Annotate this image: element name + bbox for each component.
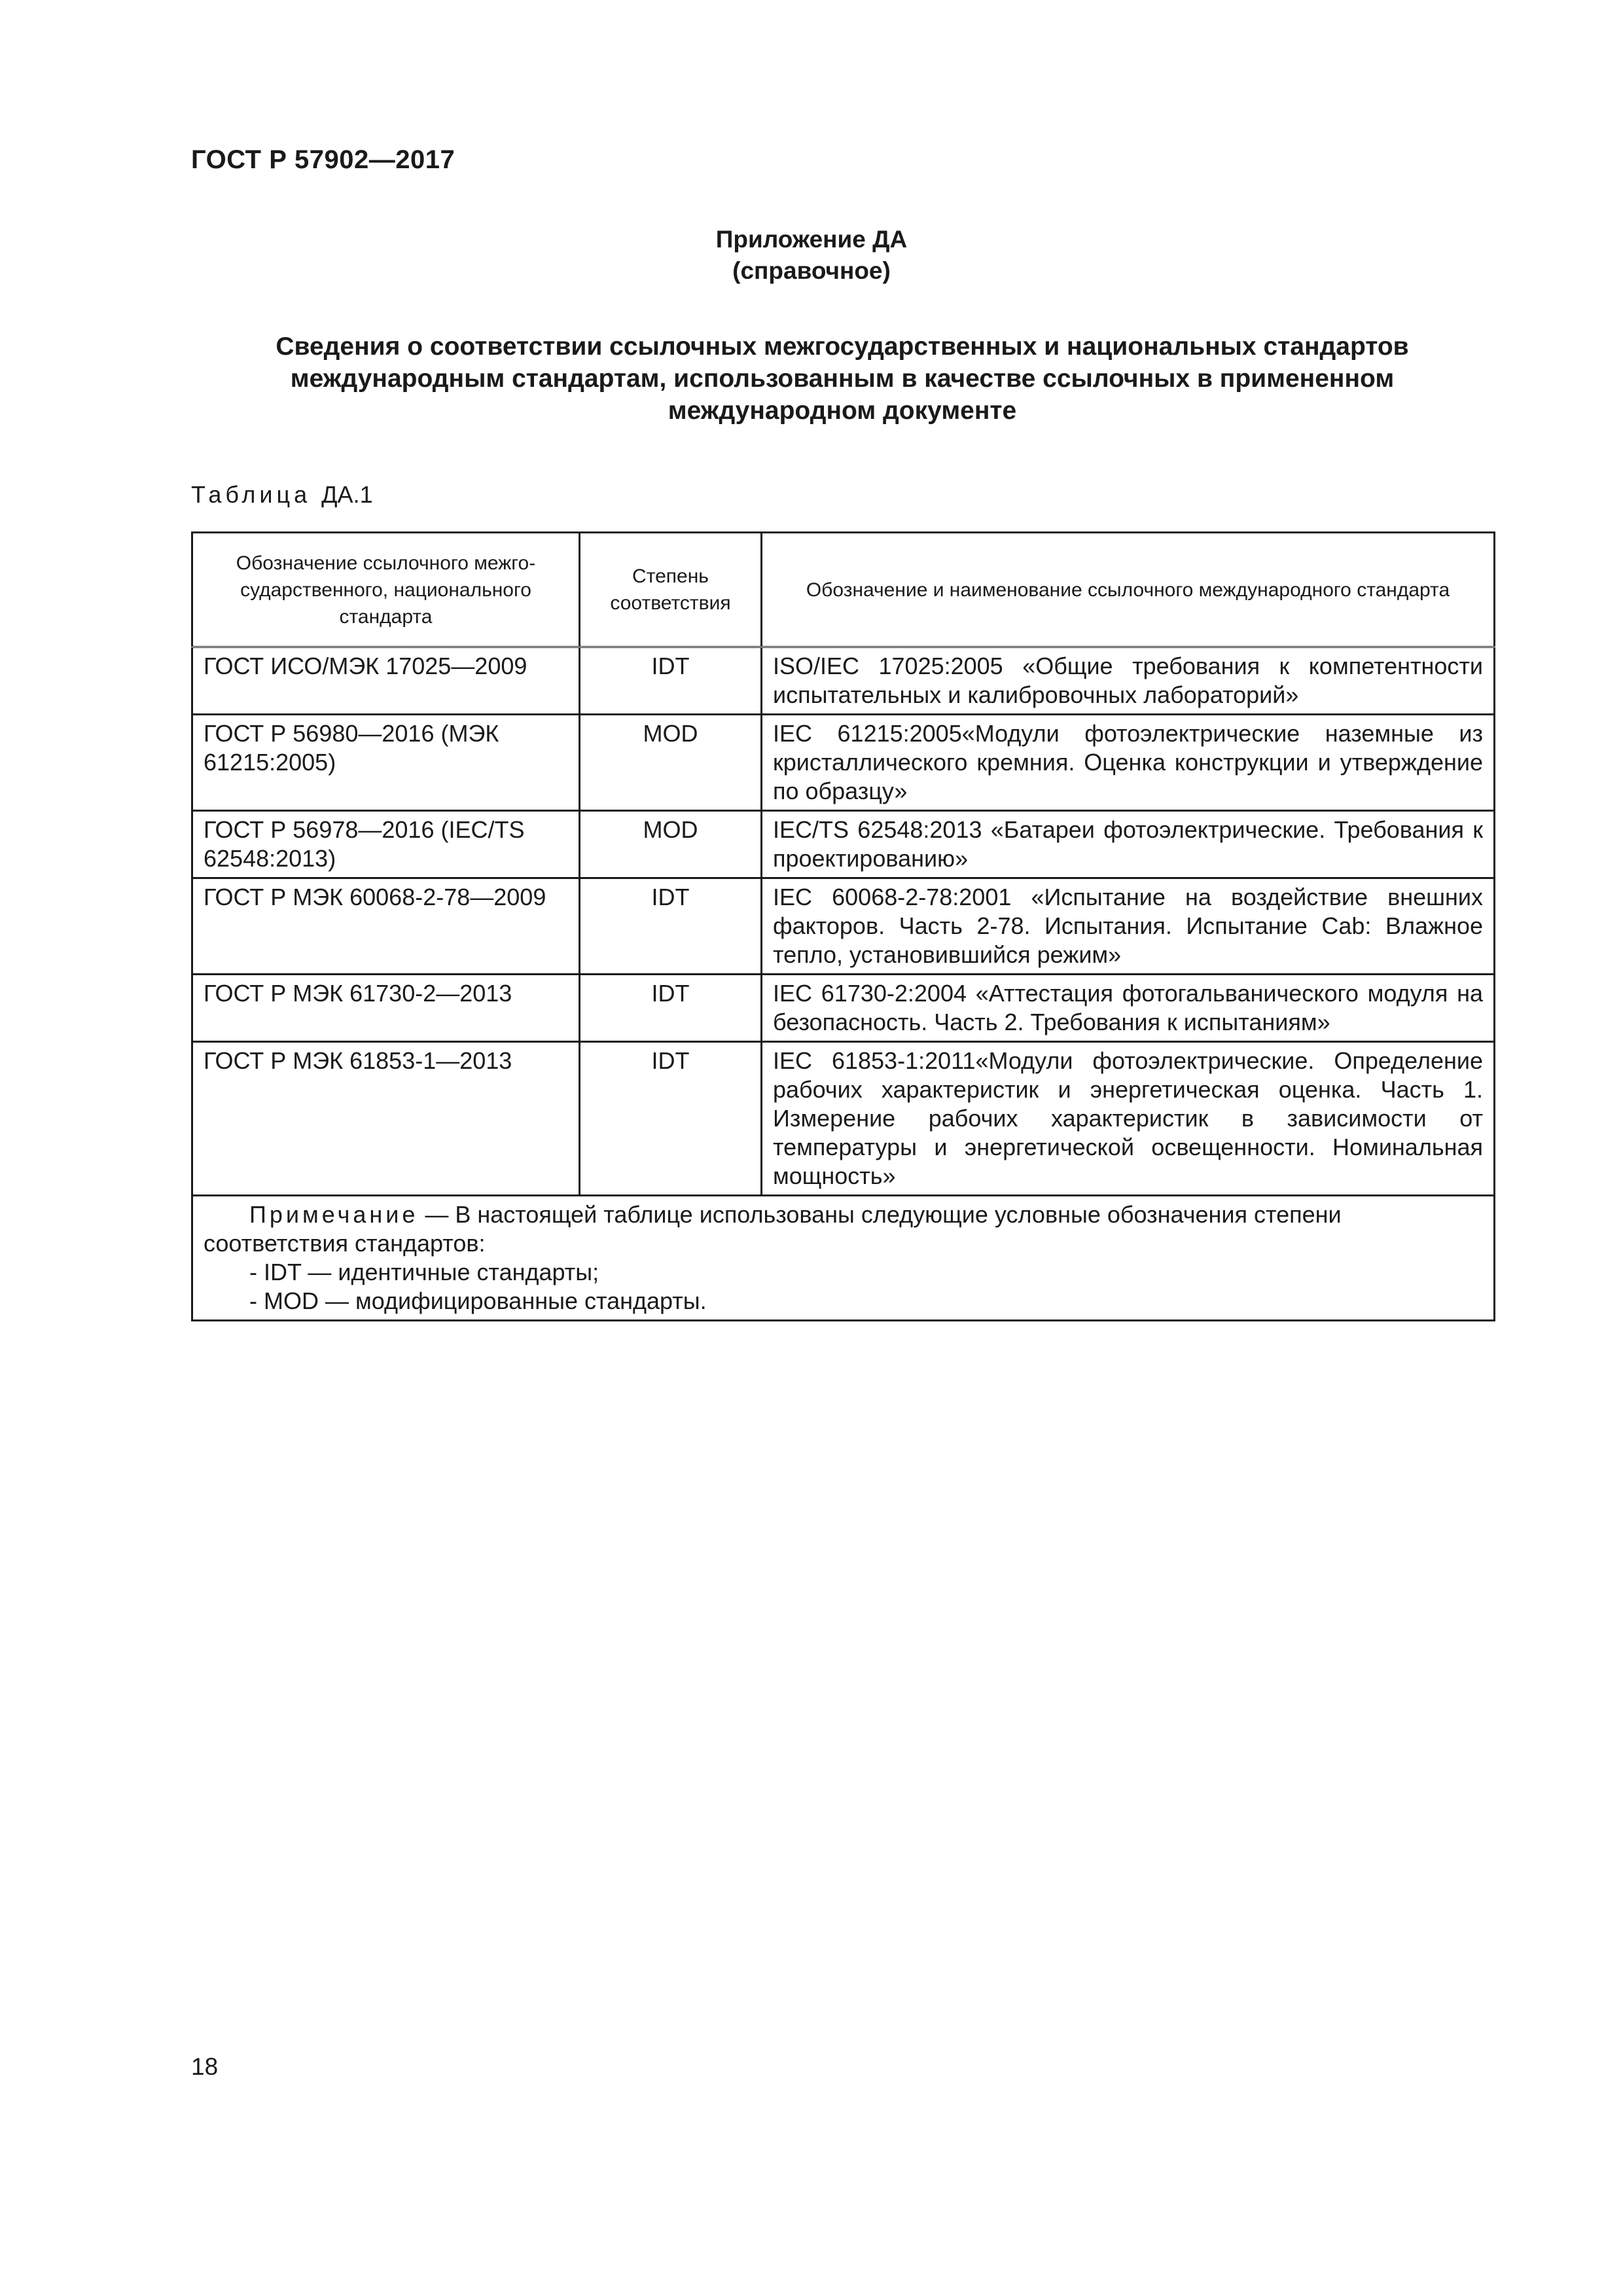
- table-row: [192, 878, 1495, 975]
- cell-international: IEC 61730-2:2004 «Аттестация фотогальванического модуля на безопасность. Часть 2. Требования к испытаниям»: [762, 975, 1495, 1042]
- cell-standard: ГОСТ ИСО/МЭК 17025—2009: [192, 647, 580, 715]
- appendix-kind: (справочное): [732, 257, 891, 284]
- note-label: Примечание: [249, 1201, 419, 1228]
- cell-degree: IDT: [580, 647, 762, 715]
- cell-degree: IDT: [580, 975, 762, 1042]
- document-designation: ГОСТ Р 57902—2017: [191, 145, 455, 174]
- cell-international: IEC/TS 62548:2013 «Батареи фотоэлектрические. Требования к проектированию»: [762, 811, 1495, 878]
- cell-standard: ГОСТ Р 56980—2016 (МЭК 61215:2005): [192, 715, 580, 811]
- cell-international: IEC 61215:2005«Модули фотоэлектрические наземные из кристаллического кремния. Оценка конструкции и утверждение по образцу»: [762, 715, 1495, 811]
- heading-line: международным стандартам, использованным в качестве ссылочных в примененном: [290, 365, 1395, 393]
- cell-standard: ГОСТ Р МЭК 60068-2-78—2009: [192, 878, 580, 975]
- table-row: [192, 647, 1495, 715]
- header-standard: Обозначение ссылочного межго-сударственного, национального стандарта: [192, 533, 580, 647]
- table-caption-label: Таблица: [191, 481, 312, 508]
- cell-standard: ГОСТ Р МЭК 61853-1—2013: [192, 1042, 580, 1196]
- table-row: [192, 811, 1495, 878]
- note-item: - IDT — идентичные стандарты;: [249, 1259, 599, 1285]
- table-header-row: [192, 533, 1495, 647]
- note-text: — В настоящей таблице использованы следующие условные обозначения степени соответствия стандартов:: [204, 1201, 1342, 1257]
- cell-degree: MOD: [580, 811, 762, 878]
- table-caption: [191, 481, 373, 509]
- header-international: Обозначение и наименование ссылочного международного стандарта: [762, 533, 1495, 647]
- cell-degree: IDT: [580, 878, 762, 975]
- cell-standard: ГОСТ Р МЭК 61730-2—2013: [192, 975, 580, 1042]
- table-row: [192, 715, 1495, 811]
- note-item: - MOD — модифицированные стандарты.: [249, 1287, 707, 1314]
- appendix-heading: [191, 331, 1493, 427]
- table-note-row: [192, 1196, 1495, 1321]
- heading-line: международном документе: [668, 397, 1017, 425]
- cell-international: ISO/IEC 17025:2005 «Общие требования к компетентности испытательных и калибровочных лабораторий»: [762, 647, 1495, 715]
- table-caption-number: ДА.1: [321, 481, 373, 508]
- page-number: 18: [191, 2053, 219, 2080]
- cell-international: IEC 60068-2-78:2001 «Испытание на воздействие внешних факторов. Часть 2-78. Испытания. Испытание Cab: Влажное тепло, установившийся режим»: [762, 878, 1495, 975]
- cell-international: IEC 61853-1:2011«Модули фотоэлектрические. Определение рабочих характеристик и энергетическая оценка. Часть 1. Измерение рабочих характеристик в зависимости от температуры и энергетической освещенности. Номинальная мощность»: [762, 1042, 1495, 1196]
- header-degree: Степень соответствия: [580, 533, 762, 647]
- table-note: [192, 1196, 1495, 1321]
- correspondence-table: [191, 531, 1495, 1321]
- cell-standard: ГОСТ Р 56978—2016 (IEC/TS 62548:2013): [192, 811, 580, 878]
- cell-degree: IDT: [580, 1042, 762, 1196]
- table-row: [192, 1042, 1495, 1196]
- cell-degree: MOD: [580, 715, 762, 811]
- heading-line: Сведения о соответствии ссылочных межгосударственных и национальных стандартов: [276, 332, 1409, 361]
- appendix-title: Приложение ДА: [715, 226, 908, 253]
- table-row: [192, 975, 1495, 1042]
